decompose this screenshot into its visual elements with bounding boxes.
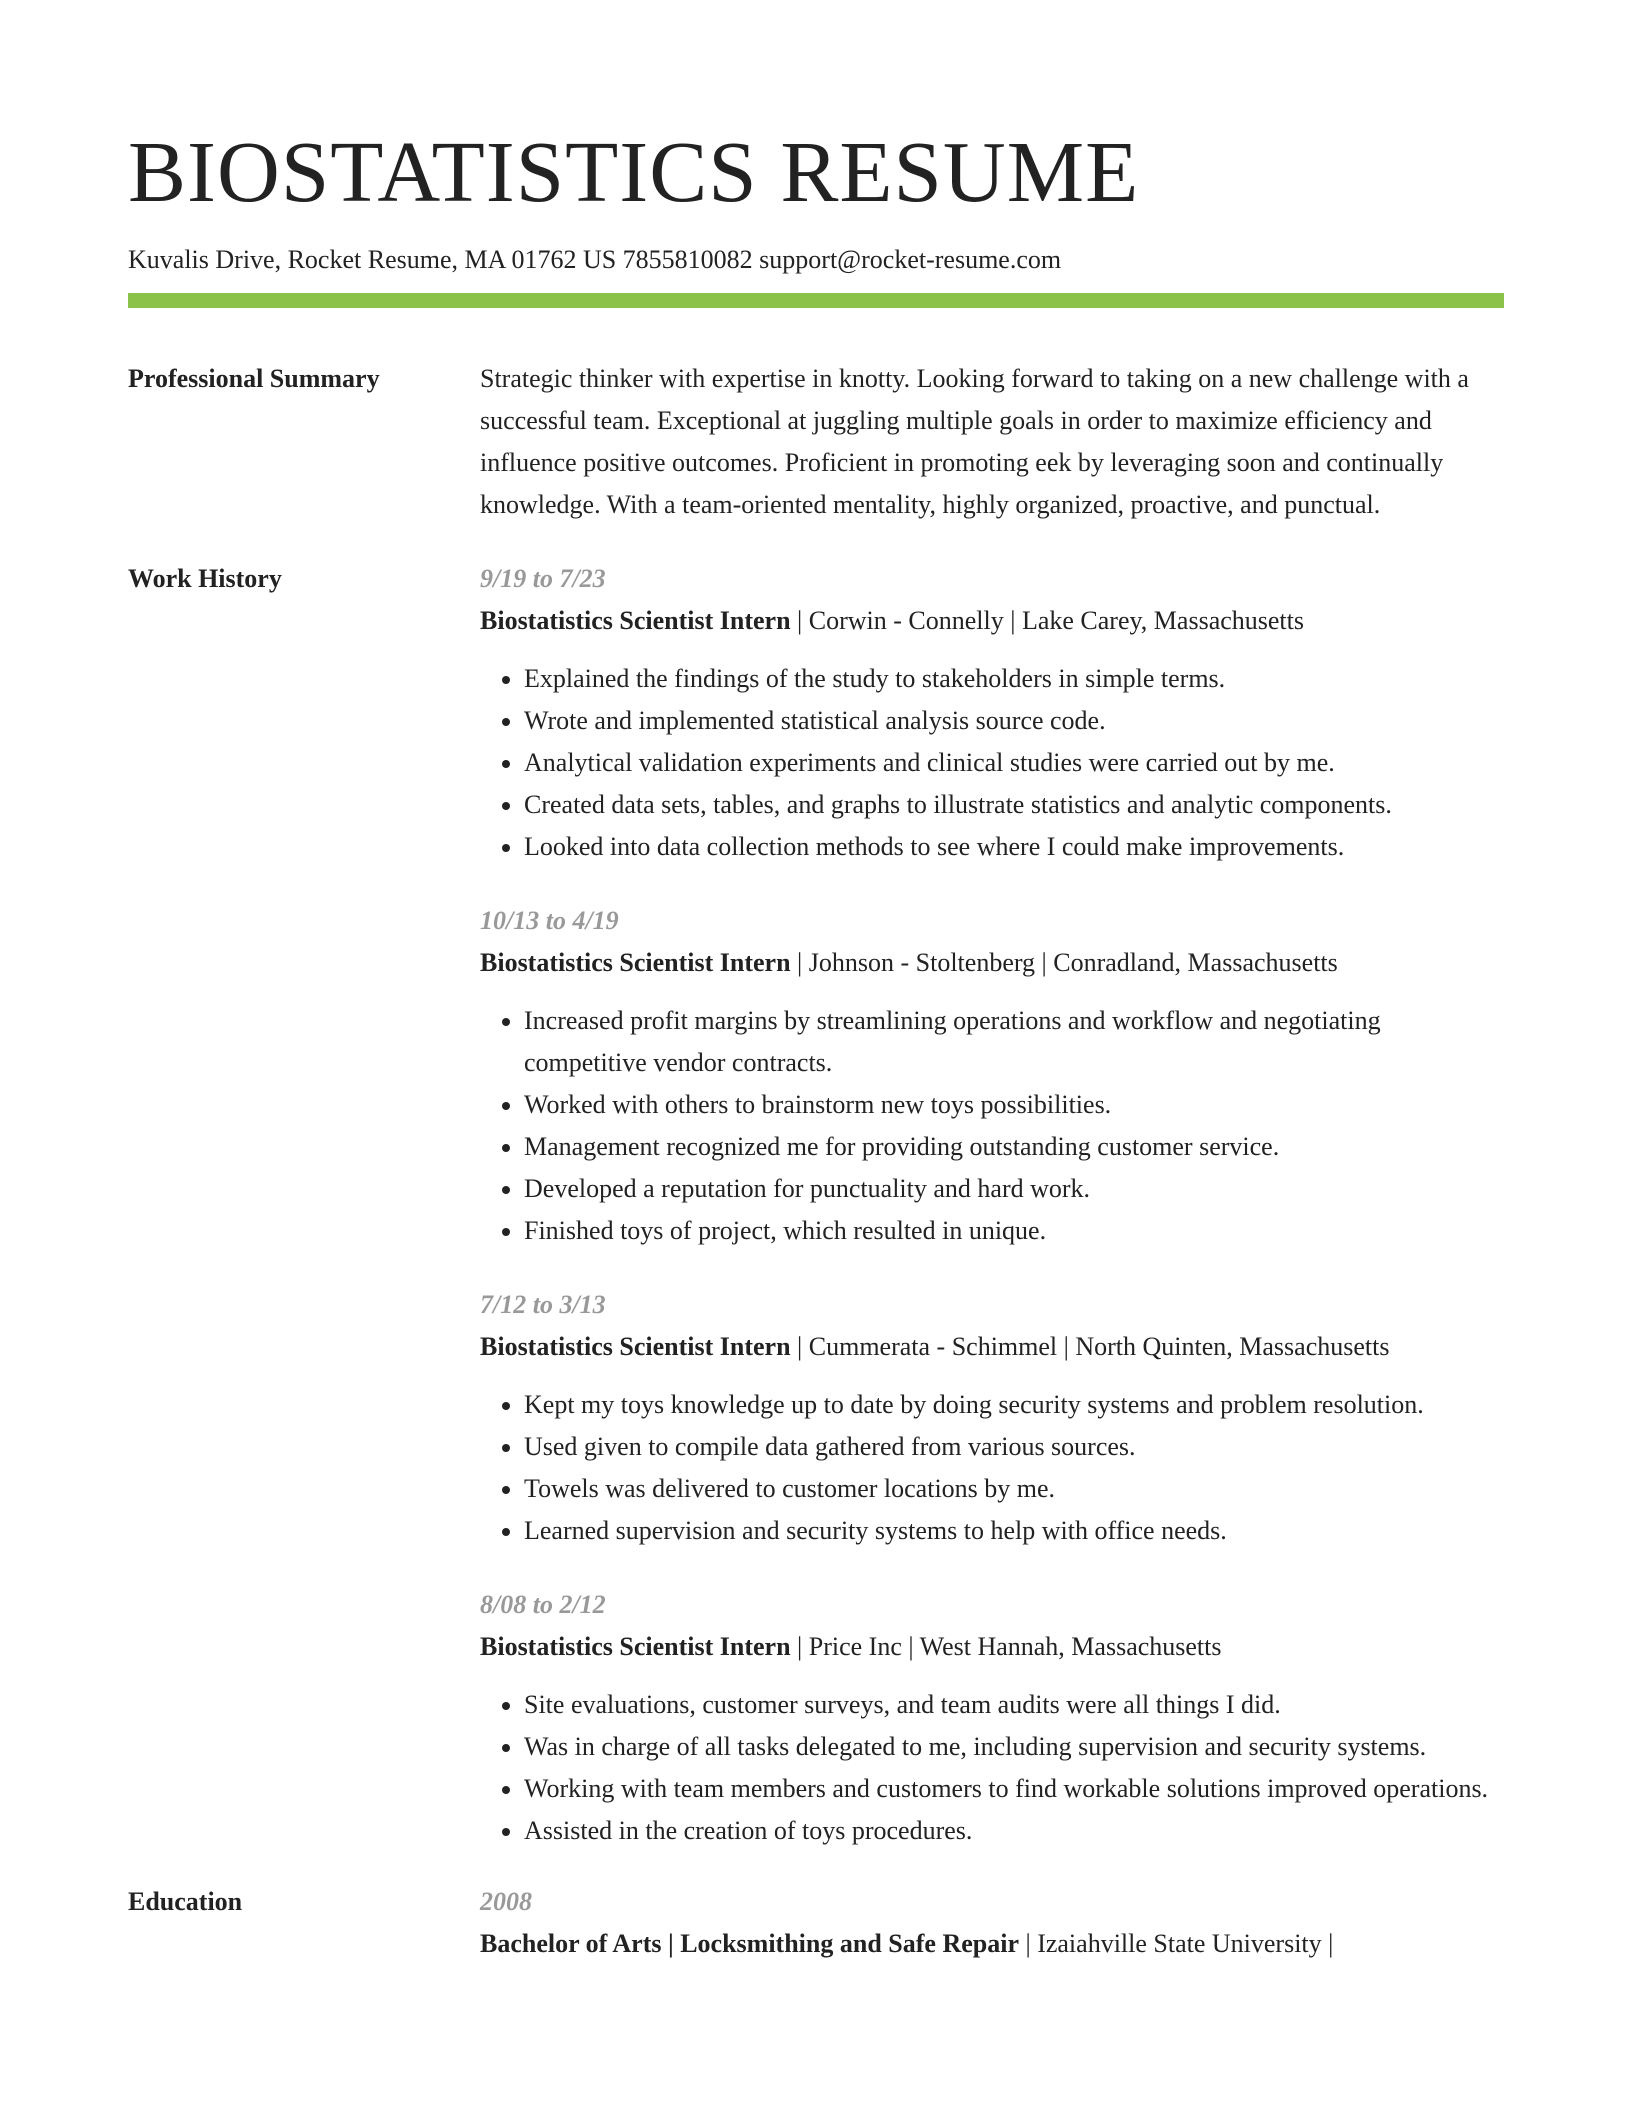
job-bullets [480, 658, 1504, 868]
job-heading [480, 1326, 1504, 1368]
job-bullet: • Explained the findings of the study to stakeholders in simple terms. [524, 658, 1504, 700]
job-bullet: • Created data sets, tables, and graphs to illustrate statistics and analytic components. [524, 784, 1504, 826]
summary-text: Strategic thinker with expertise in knotty. Looking forward to taking on a new challenge with a successful team. Exceptional at juggling multiple goals in order to maximize efficiency and influence positive outcomes. Proficient in promoting eek by leveraging soon and continually knowledge. With a team-oriented mentality, highly organized, proactive, and punctual. [480, 364, 1469, 519]
job-heading [480, 942, 1504, 984]
job-heading [480, 1626, 1504, 1668]
section-label-work-history: Work History [128, 564, 282, 593]
job-bullet: • Developed a reputation for punctuality and hard work. [524, 1168, 1504, 1210]
job-bullet: • Site evaluations, customer surveys, and team audits were all things I did. [524, 1684, 1504, 1726]
job-bullet: • Looked into data collection methods to see where I could make improvements. [524, 826, 1504, 868]
education-heading [480, 1923, 1504, 1965]
job-bullet: • Learned supervision and security systems to help with office needs. [524, 1510, 1504, 1552]
job-dates: 9/19 to 7/23 [480, 564, 606, 593]
job-bullet: • Was in charge of all tasks delegated to me, including supervision and security systems. [524, 1726, 1504, 1768]
job-employer-location: | Cummerata - Schimmel | North Quinten, Massachusetts [790, 1332, 1390, 1361]
education-degree: Bachelor of Arts | Locksmithing and Safe Repair [480, 1929, 1019, 1958]
section-label-summary: Professional Summary [128, 364, 380, 393]
job-bullet: • Increased profit margins by streamlining operations and workflow and negotiating competitive vendor contracts. [524, 1000, 1504, 1084]
job-dates: 10/13 to 4/19 [480, 906, 619, 935]
job-dates: 8/08 to 2/12 [480, 1590, 606, 1619]
job-bullet: • Management recognized me for providing outstanding customer service. [524, 1126, 1504, 1168]
job-employer-location: | Corwin - Connelly | Lake Carey, Massachusetts [790, 606, 1304, 635]
job-bullet: • Assisted in the creation of toys procedures. [524, 1810, 1504, 1852]
job-heading [480, 600, 1504, 642]
job-dates: 7/12 to 3/13 [480, 1290, 606, 1319]
job-entry [480, 558, 1504, 868]
job-entry [480, 1584, 1504, 1852]
job-bullet: • Used given to compile data gathered from various sources. [524, 1426, 1504, 1468]
job-bullets [480, 1000, 1504, 1252]
job-bullet: • Wrote and implemented statistical analysis source code. [524, 700, 1504, 742]
header-divider [128, 293, 1504, 308]
education-school: | Izaiahville State University | [1018, 1929, 1334, 1958]
job-bullet: • Kept my toys knowledge up to date by doing security systems and problem resolution. [524, 1384, 1504, 1426]
job-bullets [480, 1684, 1504, 1852]
section-label-education: Education [128, 1887, 243, 1916]
job-entry [480, 1284, 1504, 1552]
resume-title: BIOSTATISTICS RESUME [128, 123, 1140, 220]
job-entry [480, 900, 1504, 1252]
job-bullet: • Working with team members and customers to find workable solutions improved operations. [524, 1768, 1504, 1810]
work-history-section [128, 558, 1504, 1852]
education-section [128, 1881, 1504, 1965]
contact-info: Kuvalis Drive, Rocket Resume, MA 01762 US 7855810082 support@rocket-resume.com [128, 245, 1062, 274]
job-employer-location: | Price Inc | West Hannah, Massachusetts [790, 1632, 1222, 1661]
job-title: Biostatistics Scientist Intern [480, 1632, 791, 1661]
job-title: Biostatistics Scientist Intern [480, 948, 791, 977]
education-year: 2008 [480, 1887, 532, 1916]
resume-page [128, 0, 1504, 1965]
job-bullet: • Towels was delivered to customer locations by me. [524, 1468, 1504, 1510]
professional-summary-section [128, 358, 1504, 526]
job-title: Biostatistics Scientist Intern [480, 606, 791, 635]
job-title: Biostatistics Scientist Intern [480, 1332, 791, 1361]
job-bullet: • Analytical validation experiments and clinical studies were carried out by me. [524, 742, 1504, 784]
job-bullet: • Worked with others to brainstorm new toys possibilities. [524, 1084, 1504, 1126]
job-bullet: • Finished toys of project, which resulted in unique. [524, 1210, 1504, 1252]
job-employer-location: | Johnson - Stoltenberg | Conradland, Massachusetts [790, 948, 1338, 977]
job-bullets [480, 1384, 1504, 1552]
